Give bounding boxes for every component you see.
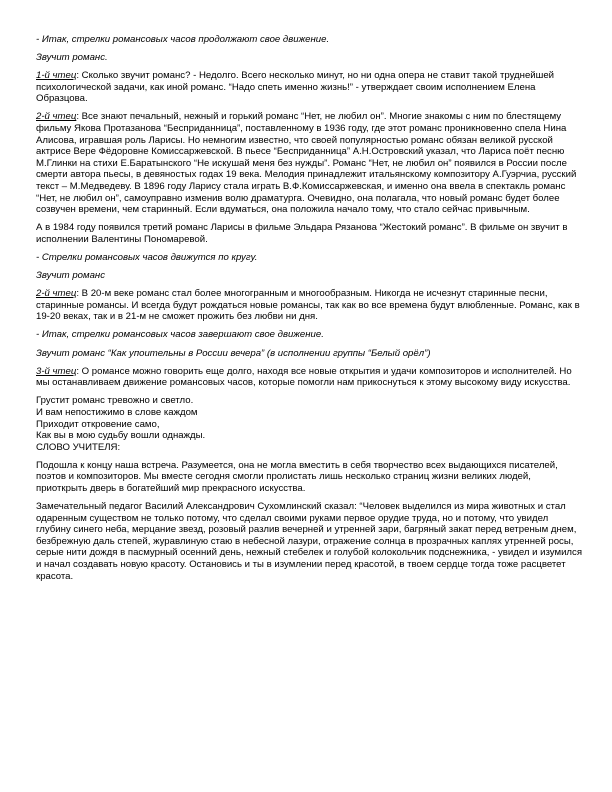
stage-direction-1: - Итак, стрелки романсовых часов продолжают свое движение. [36,34,330,45]
teacher-heading: СЛОВО УЧИТЕЛЯ: [36,441,121,453]
stage-direction-2: - Стрелки романсовых часов движутся по кругу. [36,252,258,263]
paragraph-1984: А в 1984 году появился третий романс Ларисы в фильме Эльдара Рязанова “Жестокий романс”. В фильме он звучит в исполнении Валентины Пономаревой. [36,222,568,245]
music-cue-2: Звучит романс [36,270,105,282]
reader-text: : О романсе можно говорить еще долго, находя все новые открытия и удачи композиторов и исполнителей. Но мы останавливаем движение романсовых часов, которые помогли нам прикоснуться к этому высокому виду искусства. [36,365,572,389]
poem [36,395,584,441]
poem-line: Грустит романс тревожно и светло. [36,395,194,407]
speaker-label: 1-й чтец [36,70,77,82]
poem-line: Приходит откровение само, [36,418,160,430]
reader-1-paragraph [36,70,584,105]
document-content [36,34,584,589]
poem-line: И вам непостижимо в слове каждом [36,406,198,418]
reader-3-paragraph [36,366,584,389]
music-cue-3: Звучит романс “Как упоительны в России вечера” (в исполнении группы “Белый орёл”) [36,347,431,359]
reader-text: : В 20-м веке романс стал более многогранным и многообразным. Никогда не исчезнут старинные песни, старинные романсы. И всегда будут рождаться новые романсы, так как во все времена будут влюбленные. Романс, как в 19-20 веках, так и в 21-м не сможет прожить без любви ни дня. [36,288,580,323]
teacher-paragraph-1: Подошла к концу наша встреча. Разумеется, она не могла вместить в себя творчество всех выдающихся писателей, поэтов и композиторов. Мы вместе сегодня смогли пролистать лишь несколько страниц жизни великих людей, приоткрыть дверь в богатейший мир прекрасного искусства. [36,459,558,494]
reader-2b-paragraph [36,288,584,323]
teacher-paragraph-2: Замечательный педагог Василий Александрович Сухомлинский сказал: “Человек выделился из мира животных и стал одаренным существом не только потому, что сделал своими руками первое орудие труда, но и потому, что увидел глубину синего неба, мерцание звезд, розовый разлив вечерней и утренней зари, багряный закат перед ветреным днем, безбрежную даль степей, журавлиную стаю в небесной лазури, отражение солнца в прозрачных каплях утренней росы, серые нити дождя в пасмурный осенний день, нежный стебелек и голубой колокольчик подснежника, - увидел и изумился и начал создавать новую красоту. Остановись и ты в изумлении перед красотой, в твоем сердце тогда тоже расцветет красота. [36,501,583,582]
music-cue-1: Звучит романс. [36,52,108,64]
reader-text: : Сколько звучит романс? - Недолго. Всего несколько минут, но ни одна опера не ставит такой труднейшей психологической задачи, как иной романс. “Надо спеть именно жизнь!” - утверждает своим исполнением Елена Образцова. [36,70,555,105]
poem-line: Как вы в мою судьбу вошли однажды. [36,430,206,442]
speaker-label: 3-й чтец [36,365,77,377]
speaker-label: 2-й чтец [36,288,77,300]
stage-direction-3: - Итак, стрелки романсовых часов завершают свое движение. [36,329,324,341]
speaker-label: 2-й чтец [36,111,77,123]
reader-2-paragraph [36,111,584,215]
reader-text: : Все знают печальный, нежный и горький романс “Нет, не любил он”. Многие знакомы с ним по блестящему фильму Якова Протазанова “Бесприданница”, поставленному в 1936 году, где этот романс проникновенно спела Нина Алисова, игравшая роль Ларисы. Но немногим известно, что своей популярностью романс обязан великой русской актрисе Вере Фёдоровне Комиссаржевской. В пьесе “Бесприданница” А.Н.Островский указал, что Лариса поёт песню М.Глинки на стихи Е.Баратынского “Не искушай меня без нужды”. Романс “Нет, не любил он” появился в России после смерти автора пьесы, в девяностых годах 19 века. Мелодия принадлежит итальянскому композитору А.Гуэрчиа, русский текст – М.Медведеву. В 1896 году Ларису стала играть В.Ф.Комиссаржевская, и именно она ввела в спектакль романс “Нет, не любил он”, самоуправно изменив волю драматурга. Очевидно, она полагала, что новый романс будет более созвучен времени, чем старинный. Если вдуматься, она положила начало тому, что стало сейчас привычным. [36,111,577,216]
